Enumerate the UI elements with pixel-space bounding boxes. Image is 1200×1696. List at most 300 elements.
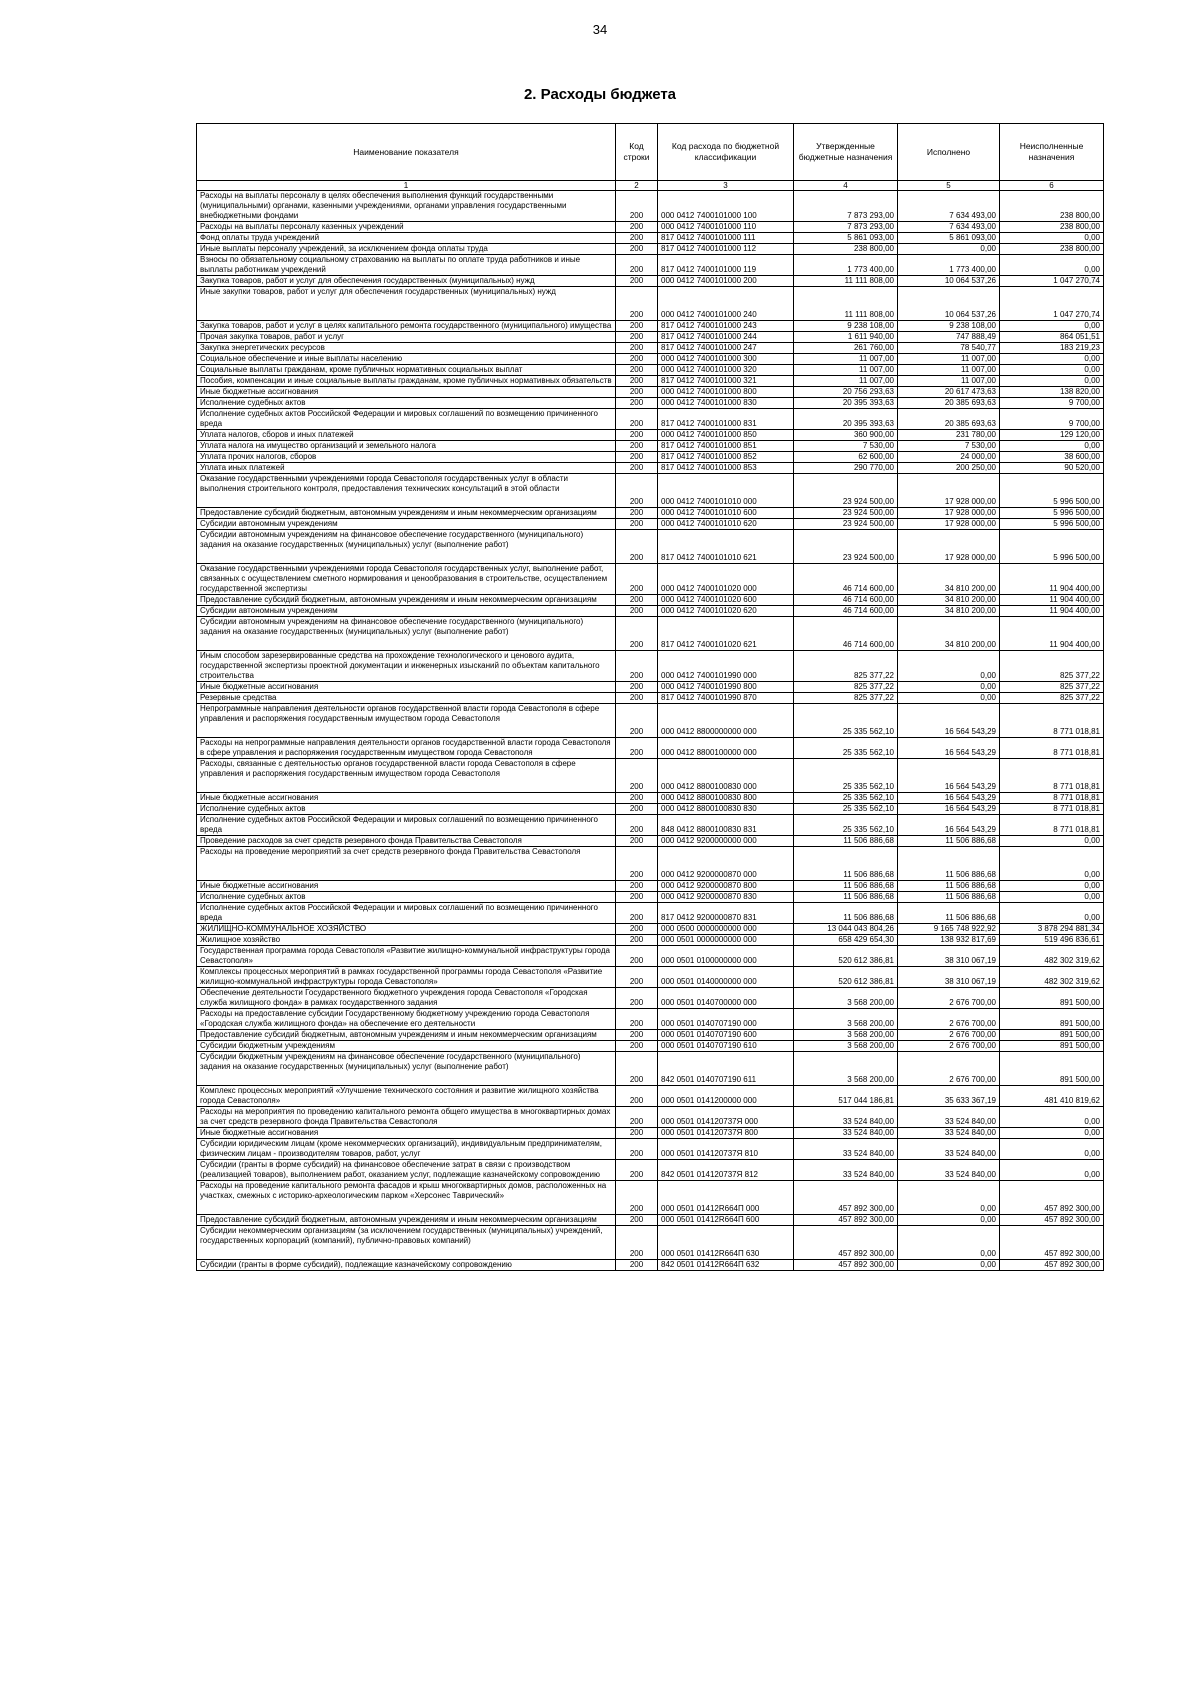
indicator-name-cell: Обеспечение деятельности Государственного бюджетного учреждения города Севастополя «Городская служба жилищного фонда» в рамках государственного задания — [197, 988, 616, 1009]
unexecuted-amount-cell: 38 600,00 — [1000, 452, 1104, 463]
approved-amount-cell: 11 506 886,68 — [794, 892, 898, 903]
budget-code-cell: 817 0412 7400101000 247 — [658, 343, 794, 354]
approved-amount-cell: 46 714 600,00 — [794, 595, 898, 606]
budget-code-cell: 000 0412 9200000870 800 — [658, 881, 794, 892]
budget-code-cell: 817 0412 7400101000 244 — [658, 332, 794, 343]
unexecuted-amount-cell: 891 500,00 — [1000, 988, 1104, 1009]
line-code-cell: 200 — [616, 606, 658, 617]
approved-amount-cell: 520 612 386,81 — [794, 946, 898, 967]
unexecuted-amount-cell: 8 771 018,81 — [1000, 793, 1104, 804]
line-code-cell: 200 — [616, 376, 658, 387]
executed-amount-cell: 17 928 000,00 — [898, 474, 1000, 508]
line-code-cell: 200 — [616, 321, 658, 332]
unexecuted-amount-cell: 891 500,00 — [1000, 1009, 1104, 1030]
indicator-name-cell: Иные бюджетные ассигнования — [197, 682, 616, 693]
line-code-cell: 200 — [616, 1128, 658, 1139]
table-row — [197, 332, 1104, 343]
approved-amount-cell: 25 335 562,10 — [794, 738, 898, 759]
executed-amount-cell: 0,00 — [898, 651, 1000, 682]
table-row — [197, 398, 1104, 409]
table-row — [197, 759, 1104, 793]
executed-amount-cell: 16 564 543,29 — [898, 793, 1000, 804]
unexecuted-amount-cell: 11 904 400,00 — [1000, 564, 1104, 595]
executed-amount-cell: 10 064 537,26 — [898, 276, 1000, 287]
approved-amount-cell: 3 568 200,00 — [794, 1041, 898, 1052]
indicator-name-cell: Иные бюджетные ассигнования — [197, 1128, 616, 1139]
executed-amount-cell: 20 385 693,63 — [898, 398, 1000, 409]
indicator-name-cell: Расходы на мероприятия по проведению капитального ремонта общего имущества в многоквартирных домах за счет средств резервного фонда Правительства Севастополя — [197, 1107, 616, 1128]
indicator-name-cell: Расходы на предоставление субсидии Государственному бюджетному учреждению города Севастополя «Городская служба жилищного фонда» на обеспечение его деятельности — [197, 1009, 616, 1030]
table-row — [197, 1030, 1104, 1041]
table-row — [197, 1181, 1104, 1215]
table-row — [197, 222, 1104, 233]
executed-amount-cell: 38 310 067,19 — [898, 967, 1000, 988]
table-row — [197, 354, 1104, 365]
budget-code-cell: 000 0501 0141200000 000 — [658, 1086, 794, 1107]
unexecuted-amount-cell: 457 892 300,00 — [1000, 1215, 1104, 1226]
indicator-name-cell: Иным способом зарезервированные средства на прохождение технологического и ценового аудита, государственной экспертизы проектной документации и инженерных изысканий по объектам капитального строительства — [197, 651, 616, 682]
executed-amount-cell: 35 633 367,19 — [898, 1086, 1000, 1107]
executed-amount-cell: 38 310 067,19 — [898, 946, 1000, 967]
indicator-name-cell: Расходы на проведение мероприятий за счет средств резервного фонда Правительства Севастополя — [197, 847, 616, 881]
executed-amount-cell: 16 564 543,29 — [898, 759, 1000, 793]
line-code-cell: 200 — [616, 847, 658, 881]
budget-code-cell: 817 0412 7400101000 119 — [658, 255, 794, 276]
line-code-cell: 200 — [616, 463, 658, 474]
indicator-name-cell: Субсидии автономным учреждениям на финансовое обеспечение государственного (муниципального) задания на оказание государственных (муниципальных) услуг (выполнение работ) — [197, 617, 616, 651]
executed-amount-cell: 7 634 493,00 — [898, 222, 1000, 233]
executed-amount-cell: 10 064 537,26 — [898, 287, 1000, 321]
approved-amount-cell: 46 714 600,00 — [794, 606, 898, 617]
line-code-cell: 200 — [616, 255, 658, 276]
line-code-cell: 200 — [616, 508, 658, 519]
indicator-name-cell: Исполнение судебных актов — [197, 398, 616, 409]
header-approved: Утвержденные бюджетные назначения — [794, 124, 898, 181]
line-code-cell: 200 — [616, 804, 658, 815]
approved-amount-cell: 23 924 500,00 — [794, 474, 898, 508]
budget-code-cell: 000 0501 014120737Я 800 — [658, 1128, 794, 1139]
table-row — [197, 693, 1104, 704]
approved-amount-cell: 20 395 393,63 — [794, 409, 898, 430]
line-code-cell: 200 — [616, 343, 658, 354]
line-code-cell: 200 — [616, 1260, 658, 1271]
line-code-cell: 200 — [616, 793, 658, 804]
unexecuted-amount-cell: 8 771 018,81 — [1000, 804, 1104, 815]
unexecuted-amount-cell: 1 047 270,74 — [1000, 287, 1104, 321]
header-indicator-name: Наименование показателя — [197, 124, 616, 181]
approved-amount-cell: 7 873 293,00 — [794, 222, 898, 233]
budget-code-cell: 000 0412 8800100000 000 — [658, 738, 794, 759]
line-code-cell: 200 — [616, 903, 658, 924]
executed-amount-cell: 11 506 886,68 — [898, 836, 1000, 847]
budget-code-cell: 817 0412 7400101000 851 — [658, 441, 794, 452]
indicator-name-cell: Закупка энергетических ресурсов — [197, 343, 616, 354]
header-line-code: Код строки — [616, 124, 658, 181]
budget-code-cell: 000 0412 8800100830 000 — [658, 759, 794, 793]
section-title: 2. Расходы бюджета — [523, 86, 677, 103]
unexecuted-amount-cell: 0,00 — [1000, 1139, 1104, 1160]
line-code-cell: 200 — [616, 836, 658, 847]
table-row — [197, 452, 1104, 463]
approved-amount-cell: 3 568 200,00 — [794, 1009, 898, 1030]
executed-amount-cell: 7 634 493,00 — [898, 191, 1000, 222]
budget-code-cell: 000 0412 9200000000 000 — [658, 836, 794, 847]
indicator-name-cell: Субсидии некоммерческим организациям (за исключением государственных (муниципальных) учреждений, государственных корпораций (компаний), публично-правовых компаний) — [197, 1226, 616, 1260]
table-row — [197, 1260, 1104, 1271]
approved-amount-cell: 11 506 886,68 — [794, 881, 898, 892]
line-code-cell: 200 — [616, 233, 658, 244]
column-number: 2 — [616, 181, 658, 191]
approved-amount-cell: 25 335 562,10 — [794, 704, 898, 738]
executed-amount-cell: 200 250,00 — [898, 463, 1000, 474]
executed-amount-cell: 2 676 700,00 — [898, 1052, 1000, 1086]
approved-amount-cell: 25 335 562,10 — [794, 815, 898, 836]
unexecuted-amount-cell: 891 500,00 — [1000, 1030, 1104, 1041]
approved-amount-cell: 11 111 808,00 — [794, 287, 898, 321]
approved-amount-cell: 11 111 808,00 — [794, 276, 898, 287]
budget-code-cell: 000 0412 7400101000 300 — [658, 354, 794, 365]
approved-amount-cell: 658 429 654,30 — [794, 935, 898, 946]
unexecuted-amount-cell: 5 996 500,00 — [1000, 474, 1104, 508]
budget-code-cell: 000 0412 7400101000 110 — [658, 222, 794, 233]
approved-amount-cell: 11 506 886,68 — [794, 836, 898, 847]
executed-amount-cell: 2 676 700,00 — [898, 1041, 1000, 1052]
approved-amount-cell: 46 714 600,00 — [794, 564, 898, 595]
approved-amount-cell: 25 335 562,10 — [794, 759, 898, 793]
indicator-name-cell: Проведение расходов за счет средств резервного фонда Правительства Севастополя — [197, 836, 616, 847]
executed-amount-cell: 20 385 693,63 — [898, 409, 1000, 430]
table-row — [197, 430, 1104, 441]
page-number: 34 — [592, 22, 608, 37]
line-code-cell: 200 — [616, 1009, 658, 1030]
unexecuted-amount-cell: 238 800,00 — [1000, 191, 1104, 222]
approved-amount-cell: 13 044 043 804,26 — [794, 924, 898, 935]
unexecuted-amount-cell: 90 520,00 — [1000, 463, 1104, 474]
indicator-name-cell: Исполнение судебных актов Российской Федерации и мировых соглашений по возмещению причиненного вреда — [197, 903, 616, 924]
table-row — [197, 255, 1104, 276]
approved-amount-cell: 457 892 300,00 — [794, 1260, 898, 1271]
table-row — [197, 365, 1104, 376]
executed-amount-cell: 2 676 700,00 — [898, 988, 1000, 1009]
table-row — [197, 815, 1104, 836]
executed-amount-cell: 0,00 — [898, 1260, 1000, 1271]
unexecuted-amount-cell: 11 904 400,00 — [1000, 617, 1104, 651]
unexecuted-amount-cell: 825 377,22 — [1000, 651, 1104, 682]
unexecuted-amount-cell: 481 410 819,62 — [1000, 1086, 1104, 1107]
budget-code-cell: 817 0412 7400101000 852 — [658, 452, 794, 463]
approved-amount-cell: 33 524 840,00 — [794, 1128, 898, 1139]
budget-code-cell: 000 0412 7400101000 200 — [658, 276, 794, 287]
indicator-name-cell: Субсидии бюджетным учреждениям — [197, 1041, 616, 1052]
table-row — [197, 1160, 1104, 1181]
indicator-name-cell: Субсидии юридическим лицам (кроме некоммерческих организаций), индивидуальным предпринимателям, физическим лицам - производителям товаров, работ, услуг — [197, 1139, 616, 1160]
table-row — [197, 321, 1104, 332]
indicator-name-cell: Жилищное хозяйство — [197, 935, 616, 946]
approved-amount-cell: 825 377,22 — [794, 682, 898, 693]
approved-amount-cell: 33 524 840,00 — [794, 1160, 898, 1181]
approved-amount-cell: 1 611 940,00 — [794, 332, 898, 343]
budget-code-cell: 842 0501 0140707190 611 — [658, 1052, 794, 1086]
line-code-cell: 200 — [616, 651, 658, 682]
line-code-cell: 200 — [616, 1041, 658, 1052]
line-code-cell: 200 — [616, 452, 658, 463]
table-row — [197, 1009, 1104, 1030]
unexecuted-amount-cell: 0,00 — [1000, 1107, 1104, 1128]
approved-amount-cell: 25 335 562,10 — [794, 793, 898, 804]
unexecuted-amount-cell: 0,00 — [1000, 441, 1104, 452]
approved-amount-cell: 457 892 300,00 — [794, 1226, 898, 1260]
approved-amount-cell: 7 530,00 — [794, 441, 898, 452]
indicator-name-cell: Оказание государственными учреждениями города Севастополя государственных услуг, выполнение работ, связанных с осуществлением сметного нормирования и ценообразования в строительстве, осуществлением государственной экспертизы — [197, 564, 616, 595]
budget-code-cell: 817 0412 7400101020 621 — [658, 617, 794, 651]
approved-amount-cell: 261 760,00 — [794, 343, 898, 354]
table-row — [197, 924, 1104, 935]
executed-amount-cell: 11 506 886,68 — [898, 881, 1000, 892]
approved-amount-cell: 62 600,00 — [794, 452, 898, 463]
budget-code-cell: 817 0412 7400101000 112 — [658, 244, 794, 255]
indicator-name-cell: Пособия, компенсации и иные социальные выплаты гражданам, кроме публичных нормативных обязательств — [197, 376, 616, 387]
approved-amount-cell: 520 612 386,81 — [794, 967, 898, 988]
budget-code-cell: 000 0412 7400101010 000 — [658, 474, 794, 508]
budget-code-cell: 000 0412 7400101990 800 — [658, 682, 794, 693]
table-row — [197, 1052, 1104, 1086]
indicator-name-cell: Расходы на выплаты персоналу в целях обеспечения выполнения функций государственными (муниципальными) органами, казенными учреждениями, органами управления государственными внебюджетными фондами — [197, 191, 616, 222]
approved-amount-cell: 3 568 200,00 — [794, 1052, 898, 1086]
table-row — [197, 530, 1104, 564]
executed-amount-cell: 34 810 200,00 — [898, 595, 1000, 606]
line-code-cell: 200 — [616, 924, 658, 935]
column-number-row — [197, 181, 1104, 191]
table-row — [197, 1215, 1104, 1226]
approved-amount-cell: 3 568 200,00 — [794, 988, 898, 1009]
executed-amount-cell: 1 773 400,00 — [898, 255, 1000, 276]
unexecuted-amount-cell: 238 800,00 — [1000, 222, 1104, 233]
budget-code-cell: 842 0501 014120737Я 812 — [658, 1160, 794, 1181]
unexecuted-amount-cell: 9 700,00 — [1000, 398, 1104, 409]
executed-amount-cell: 34 810 200,00 — [898, 617, 1000, 651]
unexecuted-amount-cell: 482 302 319,62 — [1000, 967, 1104, 988]
executed-amount-cell: 7 530,00 — [898, 441, 1000, 452]
unexecuted-amount-cell: 0,00 — [1000, 1160, 1104, 1181]
executed-amount-cell: 11 506 886,68 — [898, 892, 1000, 903]
table-row — [197, 508, 1104, 519]
executed-amount-cell: 231 780,00 — [898, 430, 1000, 441]
line-code-cell: 200 — [616, 276, 658, 287]
table-row — [197, 244, 1104, 255]
unexecuted-amount-cell: 8 771 018,81 — [1000, 738, 1104, 759]
approved-amount-cell: 457 892 300,00 — [794, 1215, 898, 1226]
column-number: 4 — [794, 181, 898, 191]
table-row — [197, 595, 1104, 606]
executed-amount-cell: 0,00 — [898, 1215, 1000, 1226]
approved-amount-cell: 1 773 400,00 — [794, 255, 898, 276]
budget-code-cell: 848 0412 8800100830 831 — [658, 815, 794, 836]
indicator-name-cell: Уплата иных платежей — [197, 463, 616, 474]
unexecuted-amount-cell: 0,00 — [1000, 836, 1104, 847]
budget-code-cell: 000 0412 7400101020 620 — [658, 606, 794, 617]
indicator-name-cell: Предоставление субсидий бюджетным, автономным учреждениям и иным некоммерческим организациям — [197, 1030, 616, 1041]
table-row — [197, 704, 1104, 738]
budget-code-cell: 817 0412 7400101010 621 — [658, 530, 794, 564]
executed-amount-cell: 0,00 — [898, 244, 1000, 255]
unexecuted-amount-cell: 238 800,00 — [1000, 244, 1104, 255]
budget-code-cell: 000 0412 7400101000 800 — [658, 387, 794, 398]
budget-code-cell: 000 0412 7400101020 000 — [658, 564, 794, 595]
line-code-cell: 200 — [616, 191, 658, 222]
budget-code-cell: 000 0412 7400101000 320 — [658, 365, 794, 376]
line-code-cell: 200 — [616, 738, 658, 759]
executed-amount-cell: 20 617 473,63 — [898, 387, 1000, 398]
line-code-cell: 200 — [616, 617, 658, 651]
executed-amount-cell: 11 007,00 — [898, 376, 1000, 387]
unexecuted-amount-cell: 11 904 400,00 — [1000, 606, 1104, 617]
table-row — [197, 793, 1104, 804]
budget-code-cell: 000 0501 0000000000 000 — [658, 935, 794, 946]
budget-code-cell: 817 0412 7400101000 111 — [658, 233, 794, 244]
line-code-cell: 200 — [616, 287, 658, 321]
unexecuted-amount-cell: 5 996 500,00 — [1000, 530, 1104, 564]
unexecuted-amount-cell: 891 500,00 — [1000, 1052, 1104, 1086]
unexecuted-amount-cell: 891 500,00 — [1000, 1041, 1104, 1052]
table-row — [197, 738, 1104, 759]
unexecuted-amount-cell: 0,00 — [1000, 903, 1104, 924]
executed-amount-cell: 9 165 748 922,92 — [898, 924, 1000, 935]
unexecuted-amount-cell: 9 700,00 — [1000, 409, 1104, 430]
line-code-cell: 200 — [616, 946, 658, 967]
approved-amount-cell: 23 924 500,00 — [794, 519, 898, 530]
approved-amount-cell: 290 770,00 — [794, 463, 898, 474]
table-row — [197, 935, 1104, 946]
budget-code-cell: 000 0501 0100000000 000 — [658, 946, 794, 967]
executed-amount-cell: 0,00 — [898, 1181, 1000, 1215]
approved-amount-cell: 457 892 300,00 — [794, 1181, 898, 1215]
line-code-cell: 200 — [616, 222, 658, 233]
indicator-name-cell: Комплекс процессных мероприятий «Улучшение технического состояния и развитие жилищного хозяйства города Севастополя» — [197, 1086, 616, 1107]
executed-amount-cell: 24 000,00 — [898, 452, 1000, 463]
indicator-name-cell: Предоставление субсидий бюджетным, автономным учреждениям и иным некоммерческим организациям — [197, 595, 616, 606]
executed-amount-cell: 34 810 200,00 — [898, 564, 1000, 595]
unexecuted-amount-cell: 0,00 — [1000, 892, 1104, 903]
approved-amount-cell: 11 506 886,68 — [794, 903, 898, 924]
approved-amount-cell: 11 007,00 — [794, 354, 898, 365]
indicator-name-cell: Исполнение судебных актов — [197, 892, 616, 903]
budget-code-cell: 817 0412 9200000870 831 — [658, 903, 794, 924]
indicator-name-cell: Предоставление субсидий бюджетным, автономным учреждениям и иным некоммерческим организациям — [197, 508, 616, 519]
unexecuted-amount-cell: 457 892 300,00 — [1000, 1181, 1104, 1215]
unexecuted-amount-cell: 0,00 — [1000, 881, 1104, 892]
column-number: 6 — [1000, 181, 1104, 191]
budget-code-cell: 000 0501 01412R664П 600 — [658, 1215, 794, 1226]
budget-code-cell: 000 0412 7400101000 100 — [658, 191, 794, 222]
header-executed: Исполнено — [898, 124, 1000, 181]
executed-amount-cell: 11 007,00 — [898, 365, 1000, 376]
approved-amount-cell: 11 506 886,68 — [794, 847, 898, 881]
approved-amount-cell: 825 377,22 — [794, 651, 898, 682]
unexecuted-amount-cell: 8 771 018,81 — [1000, 815, 1104, 836]
indicator-name-cell: Субсидии автономным учреждениям на финансовое обеспечение государственного (муниципального) задания на оказание государственных (муниципальных) услуг (выполнение работ) — [197, 530, 616, 564]
indicator-name-cell: Расходы на непрограммные направления деятельности органов государственной власти города Севастополя в сфере управления и распоряжения государственным имуществом города Севастополя — [197, 738, 616, 759]
indicator-name-cell: Субсидии бюджетным учреждениям на финансовое обеспечение государственного (муниципального) задания на оказание государственных (муниципальных) услуг (выполнение работ) — [197, 1052, 616, 1086]
line-code-cell: 200 — [616, 759, 658, 793]
unexecuted-amount-cell: 5 996 500,00 — [1000, 508, 1104, 519]
unexecuted-amount-cell: 457 892 300,00 — [1000, 1226, 1104, 1260]
executed-amount-cell: 0,00 — [898, 693, 1000, 704]
approved-amount-cell: 20 395 393,63 — [794, 398, 898, 409]
line-code-cell: 200 — [616, 1107, 658, 1128]
indicator-name-cell: Иные закупки товаров, работ и услуг для обеспечения государственных (муниципальных) нужд — [197, 287, 616, 321]
unexecuted-amount-cell: 0,00 — [1000, 365, 1104, 376]
unexecuted-amount-cell: 0,00 — [1000, 354, 1104, 365]
approved-amount-cell: 23 924 500,00 — [794, 530, 898, 564]
indicator-name-cell: Предоставление субсидий бюджетным, автономным учреждениям и иным некоммерческим организациям — [197, 1215, 616, 1226]
unexecuted-amount-cell: 3 878 294 881,34 — [1000, 924, 1104, 935]
line-code-cell: 200 — [616, 1052, 658, 1086]
budget-code-cell: 000 0501 014120737Я 810 — [658, 1139, 794, 1160]
header-budget-code: Код расхода по бюджетной классификации — [658, 124, 794, 181]
budget-code-cell: 000 0412 7400101000 850 — [658, 430, 794, 441]
executed-amount-cell: 17 928 000,00 — [898, 530, 1000, 564]
executed-amount-cell: 11 506 886,68 — [898, 903, 1000, 924]
budget-code-cell: 000 0412 7400101000 830 — [658, 398, 794, 409]
indicator-name-cell: Комплексы процессных мероприятий в рамках государственной программы города Севастополя «Развитие жилищно-коммунальной инфраструктуры города Севастополя» — [197, 967, 616, 988]
indicator-name-cell: Оказание государственными учреждениями города Севастополя государственных услуг в области выполнения строительного контроля, предоставления технических консультаций в этой области — [197, 474, 616, 508]
table-row — [197, 892, 1104, 903]
approved-amount-cell: 33 524 840,00 — [794, 1107, 898, 1128]
executed-amount-cell: 16 564 543,29 — [898, 804, 1000, 815]
table-row — [197, 343, 1104, 354]
line-code-cell: 200 — [616, 332, 658, 343]
approved-amount-cell: 360 900,00 — [794, 430, 898, 441]
line-code-cell: 200 — [616, 693, 658, 704]
executed-amount-cell: 33 524 840,00 — [898, 1139, 1000, 1160]
line-code-cell: 200 — [616, 387, 658, 398]
line-code-cell: 200 — [616, 1181, 658, 1215]
executed-amount-cell: 16 564 543,29 — [898, 738, 1000, 759]
executed-amount-cell: 747 888,49 — [898, 332, 1000, 343]
executed-amount-cell: 2 676 700,00 — [898, 1009, 1000, 1030]
executed-amount-cell: 0,00 — [898, 1226, 1000, 1260]
indicator-name-cell: Расходы на выплаты персоналу казенных учреждений — [197, 222, 616, 233]
indicator-name-cell: Расходы на проведение капитального ремонта фасадов и крыш многоквартирных домов, расположенных на участках, смежных с историко-археологическим парком «Херсонес Таврический» — [197, 1181, 616, 1215]
indicator-name-cell: Иные выплаты персоналу учреждений, за исключением фонда оплаты труда — [197, 244, 616, 255]
indicator-name-cell: Уплата налога на имущество организаций и земельного налога — [197, 441, 616, 452]
table-row — [197, 564, 1104, 595]
line-code-cell: 200 — [616, 988, 658, 1009]
unexecuted-amount-cell: 482 302 319,62 — [1000, 946, 1104, 967]
table-row — [197, 233, 1104, 244]
executed-amount-cell: 17 928 000,00 — [898, 519, 1000, 530]
table-row — [197, 682, 1104, 693]
line-code-cell: 200 — [616, 354, 658, 365]
budget-code-cell: 000 0412 7400101000 240 — [658, 287, 794, 321]
indicator-name-cell: Субсидии (гранты в форме субсидий) на финансовое обеспечение затрат в связи с производством (реализацией товаров), выполнением работ, оказанием услуг, подлежащие казначейскому сопровождению — [197, 1160, 616, 1181]
indicator-name-cell: Уплата налогов, сборов и иных платежей — [197, 430, 616, 441]
table-row — [197, 1041, 1104, 1052]
line-code-cell: 200 — [616, 409, 658, 430]
approved-amount-cell: 20 756 293,63 — [794, 387, 898, 398]
approved-amount-cell: 5 861 093,00 — [794, 233, 898, 244]
line-code-cell: 200 — [616, 1030, 658, 1041]
executed-amount-cell: 17 928 000,00 — [898, 508, 1000, 519]
indicator-name-cell: Субсидии автономным учреждениям — [197, 519, 616, 530]
line-code-cell: 200 — [616, 815, 658, 836]
table-row — [197, 606, 1104, 617]
budget-code-cell: 817 0412 7400101000 321 — [658, 376, 794, 387]
budget-code-cell: 817 0412 7400101000 243 — [658, 321, 794, 332]
column-number: 3 — [658, 181, 794, 191]
table-body — [197, 191, 1104, 1271]
indicator-name-cell: Субсидии автономным учреждениям — [197, 606, 616, 617]
